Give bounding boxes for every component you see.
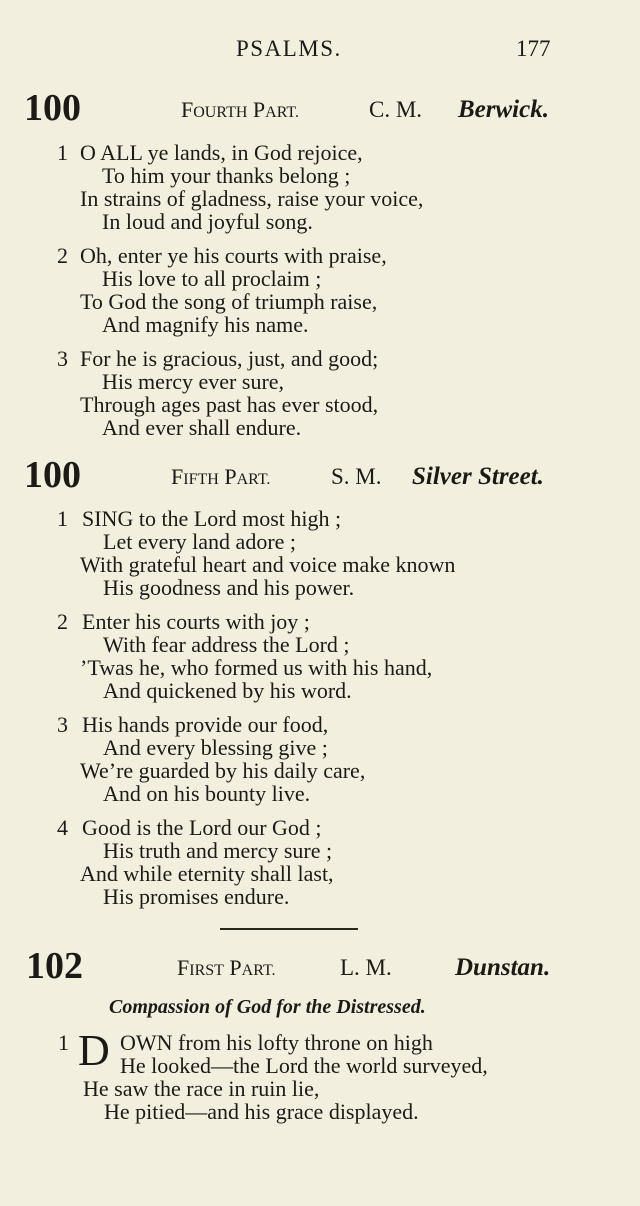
- hymn-meter: C. M.: [369, 97, 423, 122]
- verse-line: He pitied—and his grace displayed.: [104, 1099, 419, 1124]
- stanza-number: 1: [57, 140, 68, 165]
- verse-line: SING to the Lord most high ;: [82, 506, 342, 531]
- verse-line: With fear address the Lord ;: [103, 632, 350, 657]
- verse-line: Let every land adore ;: [103, 529, 297, 554]
- section-divider: [220, 928, 358, 930]
- page-number: 177: [516, 36, 551, 61]
- verse-line: And every blessing give ;: [103, 735, 328, 760]
- hymn-part: FIRST PART.: [177, 955, 276, 980]
- hymn-number: 102: [26, 945, 83, 987]
- hymn-part: FOURTH PART.: [181, 97, 300, 122]
- verse-line: In strains of gladness, raise your voice,: [80, 186, 424, 211]
- verse-line: He saw the race in ruin lie,: [83, 1076, 320, 1101]
- verse-line: His promises endure.: [103, 884, 290, 909]
- verse-line: His mercy ever sure,: [102, 369, 285, 394]
- running-head: [0, 36, 640, 66]
- stanza-number: 3: [57, 712, 68, 737]
- stanza-number: 1: [57, 506, 68, 531]
- hymn-header: [0, 944, 640, 988]
- hymn-tune: Silver Street.: [412, 463, 544, 490]
- verse-line: And magnify his name.: [102, 312, 309, 337]
- hymn-part: FIFTH PART.: [171, 464, 271, 489]
- hymn-header: [0, 86, 640, 130]
- verse-line: For he is gracious, just, and good;: [80, 346, 379, 371]
- verse-line: Oh, enter ye his courts with praise,: [80, 243, 387, 268]
- verse-line: Good is the Lord our God ;: [82, 815, 322, 840]
- verse-line: Through ages past has ever stood,: [80, 392, 379, 417]
- verse-line: His hands provide our food,: [82, 712, 329, 737]
- hymn-meter: L. M.: [340, 955, 392, 980]
- stanza-number: 2: [57, 243, 68, 268]
- hymn-header: [0, 453, 640, 497]
- verse-line: He looked—the Lord the world surveyed,: [120, 1053, 488, 1078]
- verse-line: And on his bounty live.: [103, 781, 311, 806]
- stanza-number: 3: [57, 346, 68, 371]
- hymn-number: 100: [24, 87, 81, 129]
- verse-line: In loud and joyful song.: [102, 209, 313, 234]
- stanza-number: 4: [57, 815, 68, 840]
- verse-line: And quickened by his word.: [103, 678, 352, 703]
- verse-line: His truth and mercy sure ;: [103, 838, 333, 863]
- hymn-subtitle: Compassion of God for the Distressed.: [109, 996, 426, 1018]
- verse-line: O ALL ye lands, in God rejoice,: [80, 140, 363, 165]
- verse-line: His goodness and his power.: [103, 575, 355, 600]
- verse-line: With grateful heart and voice make known: [80, 552, 456, 577]
- hymn-number: 100: [24, 454, 81, 496]
- verse-line: And ever shall endure.: [102, 415, 302, 440]
- verse-line: OWN from his lofty throne on high: [120, 1030, 433, 1055]
- stanza-number: 2: [57, 609, 68, 634]
- verse-line: ’Twas he, who formed us with his hand,: [80, 655, 433, 680]
- running-head-title: PSALMS.: [236, 36, 342, 61]
- drop-cap: D: [78, 1026, 110, 1075]
- verse-line: We’re guarded by his daily care,: [80, 758, 366, 783]
- stanza-number: 1: [58, 1030, 69, 1055]
- hymn-tune: Berwick.: [458, 96, 549, 123]
- verse-line: To him your thanks belong ;: [102, 163, 351, 188]
- verse-line: His love to all proclaim ;: [102, 266, 322, 291]
- verse-line: And while eternity shall last,: [80, 861, 334, 886]
- verse-line: To God the song of triumph raise,: [80, 289, 378, 314]
- hymn-meter: S. M.: [331, 464, 382, 489]
- verse-line: Enter his courts with joy ;: [82, 609, 310, 634]
- hymn-tune: Dunstan.: [455, 954, 551, 981]
